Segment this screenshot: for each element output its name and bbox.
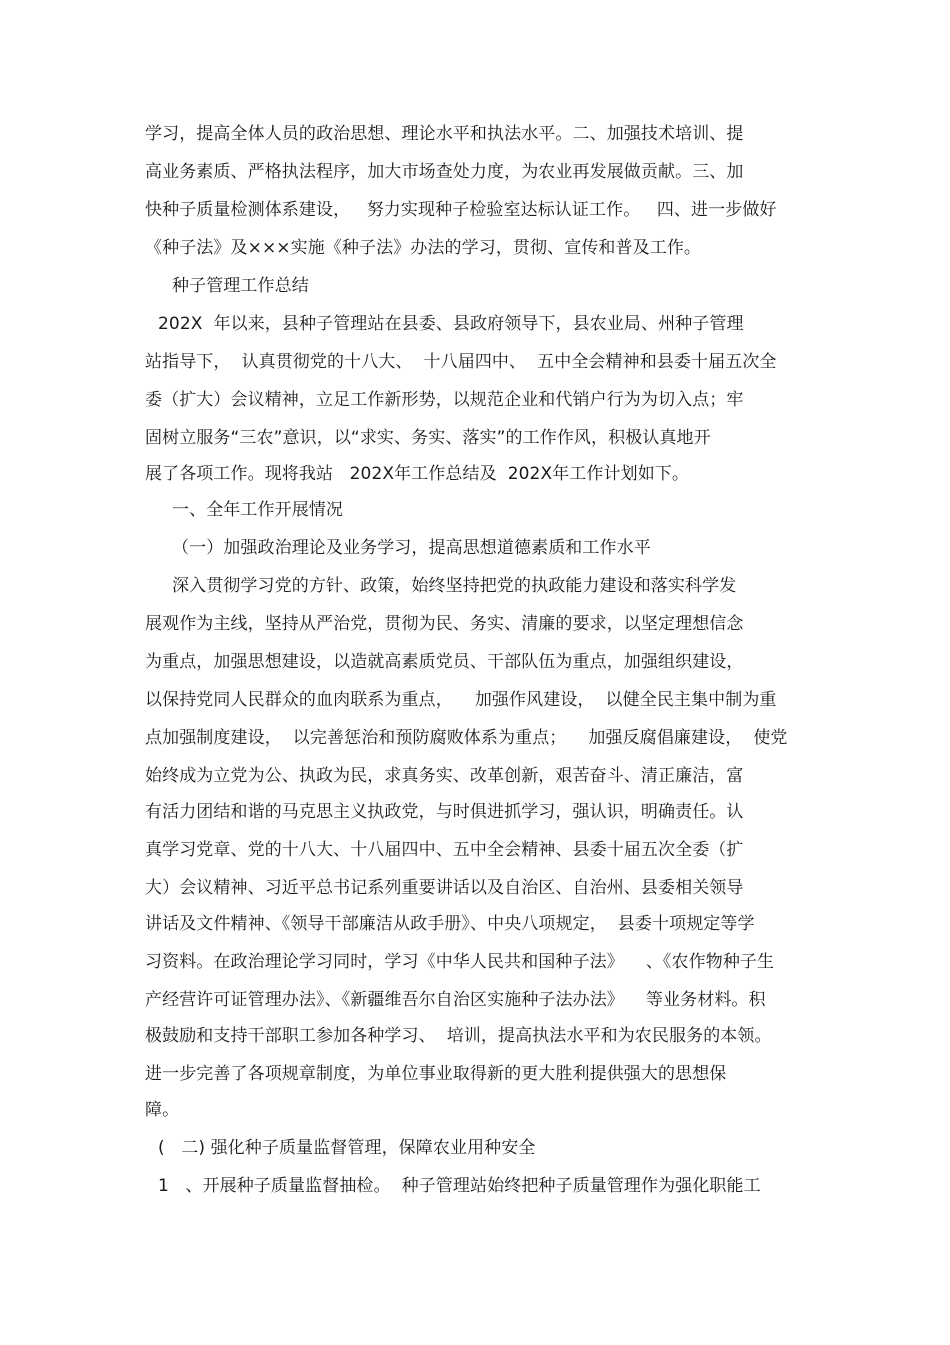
text-line: 202X 年以来，县种子管理站在县委、县政府领导下，县农业局、州种子管理 bbox=[158, 314, 744, 334]
text-line: 障。 bbox=[145, 1100, 180, 1120]
subsection-heading: （一）加强政治理论及业务学习，提高思想道德素质和工作水平 bbox=[172, 538, 651, 558]
text-line: 习资料。在政治理论学习同时，学习《中华人民共和国种子法》 、《农作物种子生 bbox=[145, 952, 775, 972]
text-line: 以保持党同人民群众的血肉联系为重点， 加强作风建设， 以健全民主集中制为重 bbox=[145, 690, 777, 710]
text-line: 展观作为主线，坚持从严治党，贯彻为民、务实、清廉的要求，以坚定理想信念 bbox=[145, 614, 744, 634]
text-line: 始终成为立党为公、执政为民，求真务实、改革创新，艰苦奋斗、清正廉洁，富 bbox=[145, 766, 744, 786]
text-line: 学习，提高全体人员的政治思想、理论水平和执法水平。二、加强技术培训、提 bbox=[145, 124, 744, 144]
text-line: 大）会议精神、习近平总书记系列重要讲话以及自治区、自治州、县委相关领导 bbox=[145, 878, 744, 898]
text-line: 《种子法》及×××实施《种子法》办法的学习，贯彻、宣传和普及工作。 bbox=[145, 238, 702, 258]
text-line: 深入贯彻学习党的方针、政策，始终坚持把党的执政能力建设和落实科学发 bbox=[172, 576, 737, 596]
text-line: 展了各项工作。现将我站 202X年工作总结及 202X年工作计划如下。 bbox=[145, 464, 690, 484]
text-line: 高业务素质、严格执法程序，加大市场查处力度，为农业再发展做贡献。三、加 bbox=[145, 162, 744, 182]
text-line: 讲话及文件精神、《领导干部廉洁从政手册》、中央八项规定， 县委十项规定等学 bbox=[145, 914, 755, 934]
text-line: 进一步完善了各项规章制度，为单位事业取得新的更大胜利提供强大的思想保 bbox=[145, 1064, 727, 1084]
text-line: 有活力团结和谐的马克思主义执政党，与时俱进抓学习，强认识，明确责任。认 bbox=[145, 802, 744, 822]
text-line: 委（扩大）会议精神，立足工作新形势，以规范企业和代销户行为为切入点；牢 bbox=[145, 390, 744, 410]
text-line: 站指导下， 认真贯彻党的十八大、 十八届四中、 五中全会精神和县委十届五次全 bbox=[145, 352, 777, 372]
section-heading: 种子管理工作总结 bbox=[172, 276, 309, 296]
text-line: 1 、开展种子质量监督抽检。 种子管理站始终把种子质量管理作为强化职能工 bbox=[158, 1176, 761, 1196]
text-line: 点加强制度建设， 以完善惩治和预防腐败体系为重点； 加强反腐倡廉建设， 使党 bbox=[145, 728, 788, 748]
text-line: 真学习党章、党的十八大、十八届四中、五中全会精神、县委十届五次全委（扩 bbox=[145, 840, 744, 860]
text-line: 产经营许可证管理办法》、《新疆维吾尔自治区实施种子法办法》 等业务材料。积 bbox=[145, 990, 766, 1010]
text-line: 固树立服务“三农”意识，以“求实、务实、落实”的工作作风，积极认真地开 bbox=[145, 428, 711, 448]
text-line: 为重点，加强思想建设，以造就高素质党员、干部队伍为重点，加强组织建设， bbox=[145, 652, 744, 672]
section-heading: 一、全年工作开展情况 bbox=[172, 500, 343, 520]
text-line: 极鼓励和支持干部职工参加各种学习、 培训，提高执法水平和为农民服务的本领。 bbox=[145, 1026, 772, 1046]
text-line: 快种子质量检测体系建设， 努力实现种子检验室达标认证工作。 四、进一步做好 bbox=[145, 200, 777, 220]
subsection-heading: ( 二) 强化种子质量监督管理，保障农业用种安全 bbox=[158, 1138, 536, 1158]
